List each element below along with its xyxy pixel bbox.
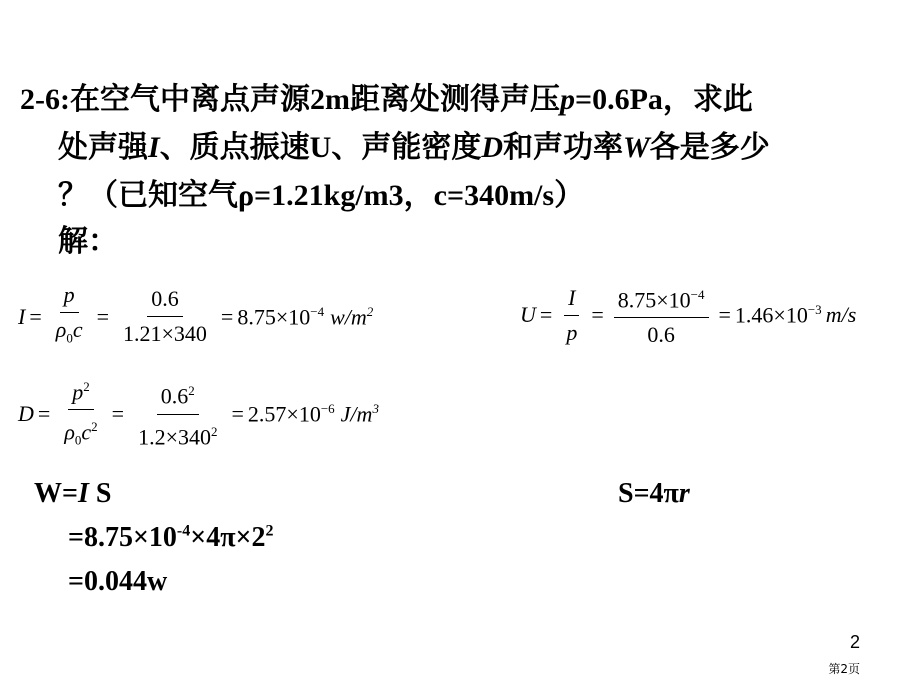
equation-density: D = $\frac{p^2}{\rho_0c^2}$ = $\frac{0.6^2}{1.2\times 340^2}$ = $2.57\times 10^{-6}$ $J/m^3$ — [18, 372, 379, 456]
eq-i-frac1: $\frac{p}{\rho_0c}$ — [55, 282, 83, 346]
eq-u-frac1: $\frac{I}{p}$ — [562, 283, 581, 348]
eq-d-result: $2.57\times 10^{-6}$ — [247, 400, 335, 427]
power-area: S=4πr — [618, 478, 690, 509]
eq-i-unit: $w/m^2$ — [330, 303, 374, 329]
var-p: p — [559, 83, 575, 116]
power-line-2: $=8.75\times 10^{-4}\times 4\pi\times 2^2$ — [68, 522, 274, 553]
eq-d-frac2: $\frac{0.6^2}{1.2\times 340^2}$ — [134, 376, 221, 452]
eq-i-frac2: $\frac{0.6}{1.21\times 340}$ — [123, 286, 207, 347]
eq-u-unit: m/s — [825, 302, 857, 328]
problem-suffix: =0.6Pa，求此 — [574, 83, 753, 116]
eq-i-lhs: I — [18, 303, 26, 329]
problem-line-2: 处声强I、质点振速U、声能密度D和声功率W各是多少 — [58, 131, 770, 164]
page-number: 2 — [849, 632, 860, 652]
page-footer: 第2页 — [828, 662, 860, 676]
problem-prefix: 2-6:在空气中离点声源2m距离处测得声压 — [20, 83, 560, 116]
eq-u-result: $1.46\times 10^{-3}$ — [734, 302, 822, 328]
equation-intensity: I = $\frac{p}{\rho_0c}$ = $\frac{0.6}{1.21\times 340}$ = $8.75\times 10^{-4}$ $w/m^2$ — [18, 280, 373, 353]
problem-line-1 — [20, 76, 900, 124]
eq-d-unit: $J/m^3$ — [340, 400, 379, 427]
eq-u-lhs: U — [520, 302, 536, 328]
eq-d-frac1: $\frac{p^2}{\rho_0c^2}$ — [60, 372, 101, 456]
power-line-1: W=I S — [34, 478, 112, 509]
eq-d-lhs: D — [18, 401, 34, 427]
eq-i-result: $8.75\times 10^{-4}$ — [237, 303, 325, 329]
solution-label: 解： — [58, 225, 118, 258]
equation-velocity: U = $\frac{I}{p}$ = $\frac{8.75\times 10^{-4}}{0.6}$ = $1.46\times 10^{-3}$ m/s — [520, 280, 856, 350]
eq-u-frac2: $\frac{8.75\times 10^{-4}}{0.6}$ — [614, 280, 709, 350]
power-line-3: =0.044w — [68, 566, 168, 597]
problem-statement — [20, 76, 900, 220]
problem-line-3: ？（已知空气ρ=1.21kg/m3，c=340m/s） — [58, 179, 585, 212]
